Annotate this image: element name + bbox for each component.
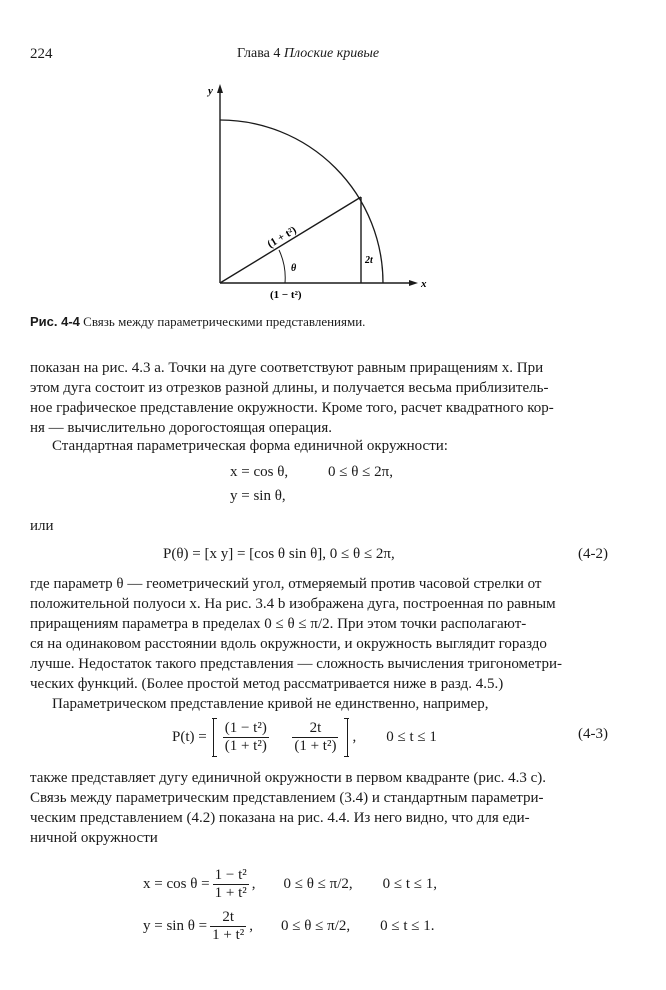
caption-label: Рис. 4-4 <box>30 314 80 329</box>
fraction-numerator: 2t <box>309 719 322 736</box>
y-axis-label: y <box>208 85 213 97</box>
base-label: (1 − t²) <box>270 289 302 301</box>
page-number: 224 <box>30 46 53 62</box>
chapter-label: Глава 4 <box>237 46 281 61</box>
theta-arc <box>279 250 285 283</box>
eq43-matrix <box>213 718 349 757</box>
final-eq-x-lhs: x = cos θ = <box>143 875 210 892</box>
text-line: ня — вычислительно дорогостоящая операция. <box>30 420 332 436</box>
paragraph-3 <box>30 574 608 694</box>
x-axis-arrow <box>409 280 418 286</box>
or-word: или <box>30 518 54 534</box>
caption-text: Связь между параметрическими представлениями. <box>83 314 366 329</box>
fraction-denominator: (1 + t²) <box>224 737 267 754</box>
final-eq-y-comma: , <box>249 917 253 934</box>
equation-4-3-number: (4-3) <box>578 726 608 742</box>
eq43-range: 0 ≤ t ≤ 1 <box>386 728 437 745</box>
eq-std-x: x = cos θ, <box>230 464 289 480</box>
text-line: где параметр θ — геометрический угол, отмеряемый против часовой стрелки от <box>30 576 542 592</box>
text-line: показан на рис. 4.3 a. Точки на дуге соответствуют равным приращениям x. При <box>30 360 544 376</box>
final-eq-x <box>143 862 437 906</box>
final-eq-y-lhs: y = sin θ = <box>143 917 208 934</box>
final-eq-x-t-range: 0 ≤ t ≤ 1, <box>382 875 438 892</box>
final-eq-x-theta-range: 0 ≤ θ ≤ π/2, <box>283 875 353 892</box>
fraction-denominator: (1 + t²) <box>294 737 337 754</box>
vertical-label: 2t <box>365 255 373 266</box>
paragraph-2: Стандартная параметрическая форма единичной окружности: <box>52 438 448 454</box>
fraction-numerator: (1 − t²) <box>224 719 267 736</box>
text-line: лучше. Недостаток такого представления — сложность вычисления тригонометри- <box>30 656 562 672</box>
hypotenuse-label: (1 + t²) <box>265 224 299 251</box>
figure-caption <box>30 314 365 330</box>
equation-4-2: P(θ) = [x y] = [cos θ sin θ], 0 ≤ θ ≤ 2π, <box>163 546 395 562</box>
figure-4-4 <box>190 78 440 303</box>
paragraph-5 <box>30 768 608 848</box>
final-eq-y <box>143 904 435 948</box>
text-line: ся на одинаковом расстоянии вдоль окружности, и окружность выглядит гораздо <box>30 636 547 652</box>
unit-circle-arc <box>220 120 383 283</box>
eq43-comma: , <box>352 728 357 745</box>
text-line: этом дуга состоит из отрезков разной длины, и получается весьма приблизитель- <box>30 380 549 396</box>
eq43-lhs: P(t) = <box>172 728 207 745</box>
fraction-numerator: 1 − t² <box>214 866 247 883</box>
text-line: ное графическое представление окружности. Кроме того, расчет квадратного кор- <box>30 400 554 416</box>
text-line: также представляет дугу единичной окружности в первом квадранте (рис. 4.3 c). <box>30 770 547 786</box>
text-line: положительной полуоси x. На рис. 3.4 b изображена дуга, построенная по равным <box>30 596 556 612</box>
final-eq-y-fraction <box>210 909 246 944</box>
eq43-fraction-1 <box>223 720 269 755</box>
chapter-title: Плоские кривые <box>283 46 380 61</box>
paragraph-4: Параметрическом представление кривой не единственно, например, <box>52 696 489 712</box>
final-eq-y-theta-range: 0 ≤ θ ≤ π/2, <box>280 917 351 934</box>
running-header <box>237 46 379 62</box>
y-axis-arrow <box>217 84 223 93</box>
final-eq-y-t-range: 0 ≤ t ≤ 1. <box>380 917 435 934</box>
equation-4-2-number: (4-2) <box>578 546 608 562</box>
final-eq-x-fraction <box>213 867 249 902</box>
theta-label: θ <box>291 263 297 274</box>
paragraph-1 <box>30 358 608 438</box>
x-axis-label: x <box>421 278 427 290</box>
fraction-denominator: 1 + t² <box>212 926 245 943</box>
text-line: ческих функций. (Более простой метод рассматривается ниже в разд. 4.5.) <box>30 676 504 692</box>
fraction-denominator: 1 + t² <box>214 884 247 901</box>
text-line: Связь между параметрическим представлением (3.4) и стандартным параметри- <box>30 790 544 806</box>
eq-std-x-range: 0 ≤ θ ≤ 2π, <box>328 464 393 480</box>
fraction-numerator: 2t <box>222 908 234 925</box>
text-line: приращениям параметра в пределах 0 ≤ θ ≤ π/2. При этом точки располагают- <box>30 616 527 632</box>
eq43-fraction-2 <box>292 720 338 755</box>
equation-4-3 <box>172 716 437 758</box>
text-line: ничной окружности <box>30 830 158 846</box>
eq-std-y: y = sin θ, <box>230 488 286 504</box>
text-line: ческим представлением (4.2) показана на рис. 4.4. Из него видно, что для еди- <box>30 810 530 826</box>
final-eq-x-comma: , <box>251 875 256 892</box>
